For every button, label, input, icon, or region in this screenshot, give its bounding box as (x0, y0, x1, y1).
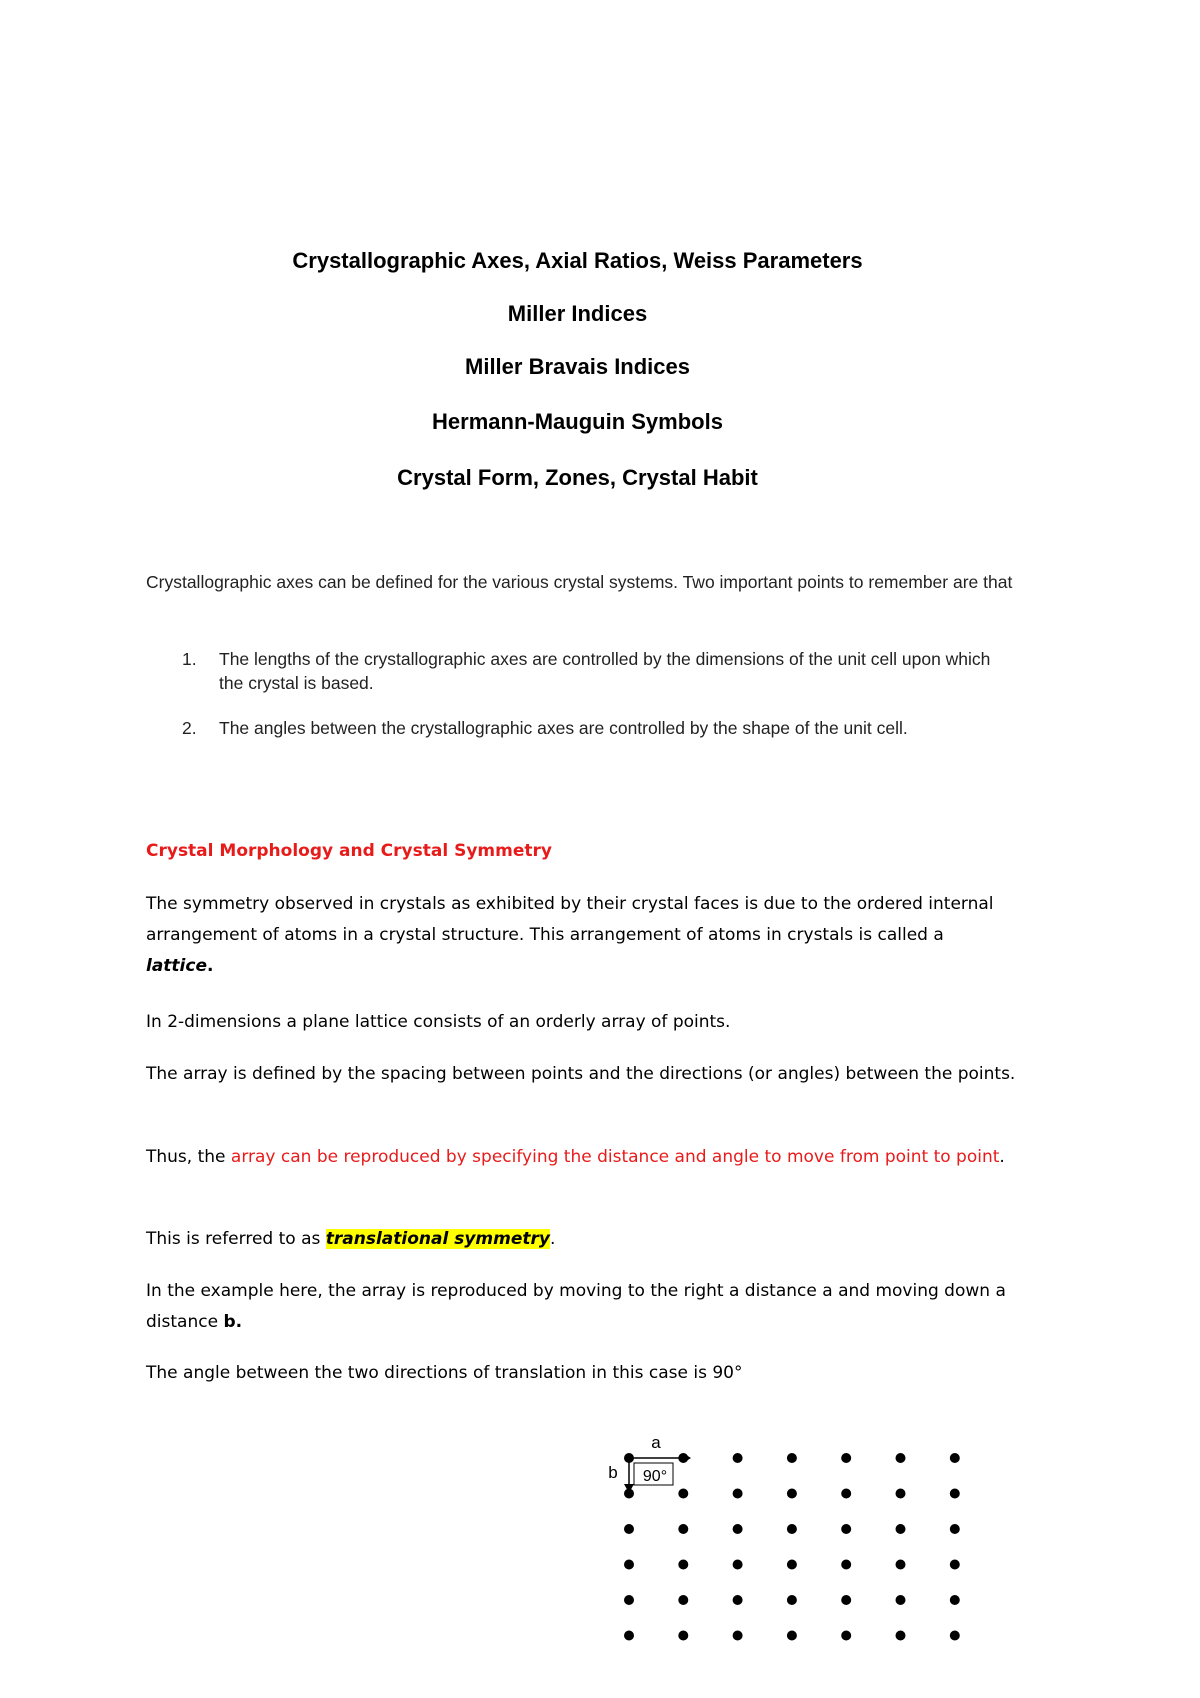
lattice-point (950, 1453, 960, 1463)
lattice-point (896, 1489, 906, 1499)
term-b: b (223, 1312, 236, 1332)
title-line-4: Hermann-Mauguin Symbols (432, 409, 723, 434)
lattice-point (787, 1524, 797, 1534)
list-number: 2. (182, 718, 197, 738)
lattice-point (678, 1489, 688, 1499)
label-b: b (608, 1463, 618, 1482)
lattice-point (841, 1595, 851, 1605)
lattice-point (678, 1631, 688, 1641)
list-text: The angles between the crystallographic axes are controlled by the shape of the unit cell. (219, 718, 908, 738)
lattice-point (624, 1560, 634, 1570)
lattice-point (841, 1524, 851, 1534)
arrow-a-head (683, 1453, 691, 1463)
red-highlight-text: array can be reproduced by specifying the distance and angle to move from point to point (230, 1147, 1000, 1167)
lattice-point (678, 1524, 688, 1534)
term-lattice: lattice (146, 956, 207, 976)
lattice-point (733, 1560, 743, 1570)
lattice-point (624, 1631, 634, 1641)
text: The symmetry observed in crystals as exhibited by their crystal faces is due to the ordered internal arrangement of atoms in a crystal structure. This arrangement of atoms in crystals is called a (146, 894, 994, 945)
lattice-point (787, 1631, 797, 1641)
lattice-point (624, 1524, 634, 1534)
lattice-point (841, 1453, 851, 1463)
lattice-point (896, 1595, 906, 1605)
lattice-point (896, 1524, 906, 1534)
intro-paragraph: Crystallographic axes can be defined for the various crystal systems. Two important points to remember are that (146, 572, 1013, 592)
lattice-point (896, 1453, 906, 1463)
label-a: a (651, 1433, 661, 1452)
paragraph-translational-symmetry (146, 1224, 1016, 1255)
lattice-point (841, 1631, 851, 1641)
paragraph-example (146, 1276, 1016, 1338)
lattice-point (841, 1489, 851, 1499)
period: . (549, 1229, 556, 1249)
paragraph-angle: The angle between the two directions of translation in this case is 90° (146, 1363, 743, 1383)
title-line-5: Crystal Form, Zones, Crystal Habit (397, 465, 758, 490)
text: Thus, the (146, 1147, 231, 1167)
label-angle: 90° (642, 1468, 668, 1485)
lattice-point (733, 1631, 743, 1641)
period: . (207, 956, 214, 976)
lattice-point (624, 1595, 634, 1605)
lattice-point (733, 1524, 743, 1534)
lattice-point (950, 1560, 960, 1570)
lattice-point (787, 1453, 797, 1463)
title-line-1: Crystallographic Axes, Axial Ratios, Weiss Parameters (292, 248, 863, 273)
lattice-point (896, 1560, 906, 1570)
list-number: 1. (182, 649, 197, 669)
lattice-point (678, 1560, 688, 1570)
highlighted-term: translational symmetry (325, 1229, 550, 1249)
paragraph-plane-lattice: In 2-dimensions a plane lattice consists of an orderly array of points. (146, 1012, 731, 1032)
lattice-point (950, 1489, 960, 1499)
text: In the example here, the array is reproduced by moving to the right a distance a and moving down a distance (146, 1281, 1006, 1332)
paragraph-reproduction (146, 1142, 1016, 1173)
lattice-point (896, 1631, 906, 1641)
section-heading: Crystal Morphology and Crystal Symmetry (146, 841, 552, 861)
lattice-point (787, 1489, 797, 1499)
paragraph-array-definition: The array is defined by the spacing between points and the directions (or angles) between the points. (146, 1064, 1016, 1084)
lattice-point (950, 1631, 960, 1641)
lattice-diagram (600, 1420, 980, 1660)
lattice-point (950, 1595, 960, 1605)
title-line-3: Miller Bravais Indices (465, 354, 690, 379)
lattice-point (733, 1489, 743, 1499)
paragraph-lattice (146, 889, 1016, 982)
text: This is referred to as (146, 1229, 326, 1249)
period: . (999, 1147, 1005, 1167)
lattice-point (841, 1560, 851, 1570)
period: . (235, 1312, 243, 1332)
lattice-point (733, 1453, 743, 1463)
lattice-point (733, 1595, 743, 1605)
lattice-points (624, 1453, 960, 1641)
lattice-point (787, 1560, 797, 1570)
lattice-point (950, 1524, 960, 1534)
lattice-point (787, 1595, 797, 1605)
list-text: The lengths of the crystallographic axes are controlled by the dimensions of the unit cell upon which the crystal is based. (219, 649, 991, 693)
lattice-point (678, 1595, 688, 1605)
title-line-2: Miller Indices (507, 301, 648, 326)
